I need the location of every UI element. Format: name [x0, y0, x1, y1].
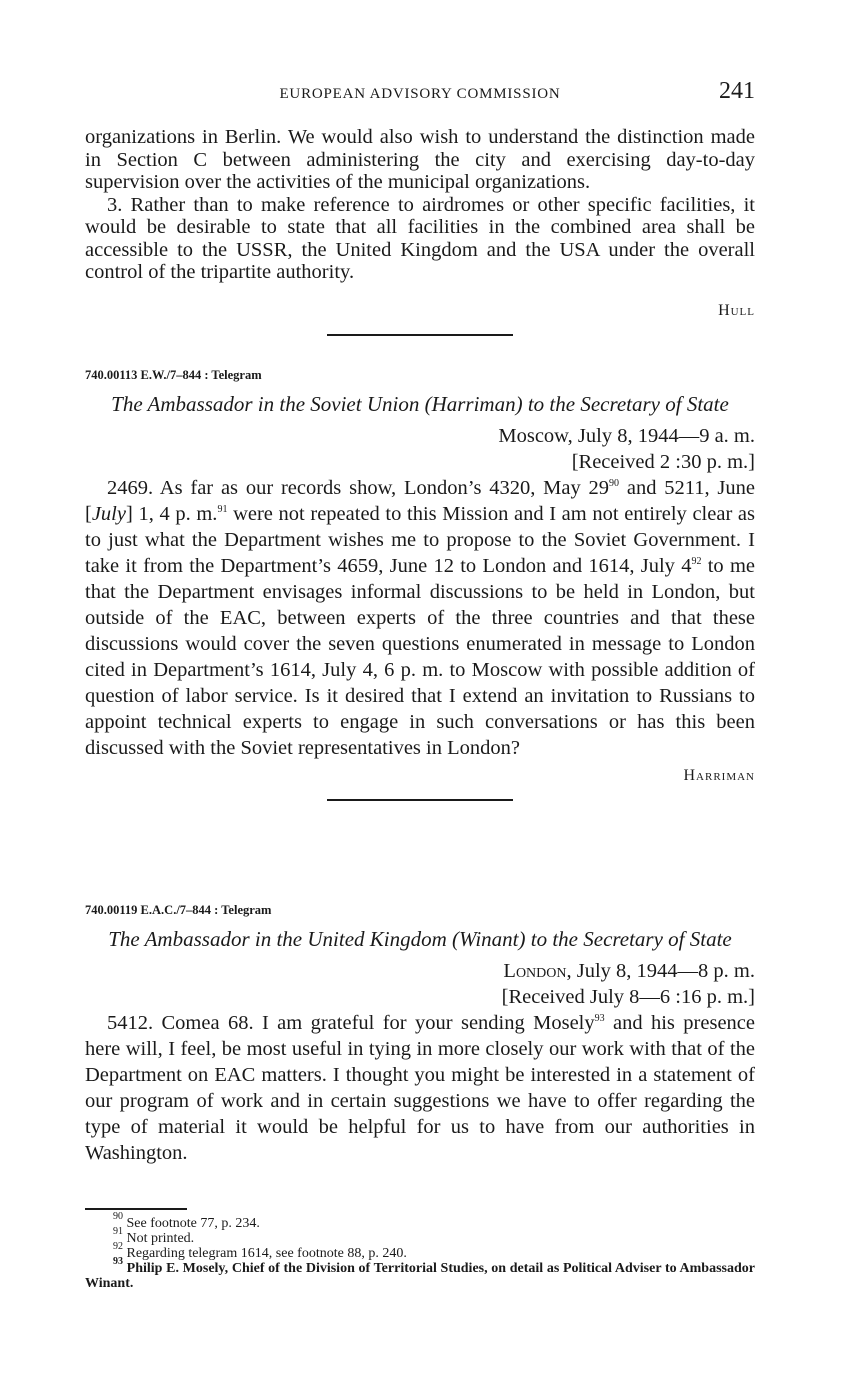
- continued-section: [85, 126, 755, 336]
- footnote-92: $^{92}$ Regarding telegram 1614, see footnote 88, p. 240.: [113, 1241, 407, 1261]
- document-heading: The Ambassador in the United Kingdom (Winant) to the Secretary of State: [108, 927, 732, 951]
- telegram-body: 5412. Comea 68. I am grateful for your sending Mosely$^{93}$ and his presence here will, I feel, be most useful in tying in more closely our work with that of the Department on EAC matters. I thought you might be interested in a statement of our program of work and in certain suggestions we have to offer regarding the type of material it would be helpful for us to have from our authorities in Washington.: [85, 1012, 755, 1164]
- signature-harriman: Harriman: [683, 767, 755, 784]
- footnote-ref-92[interactable]: 92: [691, 556, 702, 567]
- file-reference: 740.00119 E.A.C./7–844 : Telegram: [85, 903, 272, 917]
- date-line: London, July 8, 1944—8 p. m.: [503, 960, 755, 982]
- signature-hull: Hull: [718, 301, 755, 319]
- document-winant: [85, 903, 755, 1166]
- footnote-rule: [85, 1208, 187, 1210]
- telegram-body: 2469. As far as our records show, London’s 4320, May $29^{90}$ and 5211, June [July] 1, 4 p. m.$^{91}$ were not repeated to this Mission and I am not entirely clear as to just what the Department wishes me to propose to the Soviet Government. I take it from the Department’s 4659, June 12 to London and 1614, July $4^{92}$ to me that the Department envisages informal discussions to be held in London, but outside of the EAC, between experts of the three countries and that these discussions would cover the seven questions enumerated in message to London cited in Department’s 1614, July 4, 6 p. m. to Moscow with possible addition of question of labor service. Is it desired that I extend an invitation to Russians to appoint technical experts to engage in such conversations or has this been discussed with the Soviet representatives in London?: [85, 477, 756, 759]
- footnote-90: $^{90}$ See footnote 77, p. 234.: [113, 1211, 260, 1231]
- document-harriman: [85, 368, 755, 801]
- footnote-93: $^{93}$ Philip E. Mosely, Chief of the Division of Territorial Studies, on detail as Political Adviser to Ambassador Winant.: [85, 1256, 755, 1291]
- continued-paragraph: organizations in Berlin. We would also wish to understand the distinction made in Section C between administering the city and exercising day-to-day supervision over the activities of the municipal organizations.: [85, 126, 755, 193]
- footnote-ref-93[interactable]: 93: [594, 1013, 605, 1024]
- section-divider: [327, 334, 513, 336]
- received-line: [Received July 8—6 :16 p. m.]: [501, 986, 755, 1008]
- running-header: [85, 78, 755, 108]
- document-heading: The Ambassador in the Soviet Union (Harriman) to the Secretary of State: [111, 392, 729, 416]
- file-reference: 740.00113 E.W./7–844 : Telegram: [85, 368, 262, 382]
- point-3-paragraph: 3. Rather than to make reference to airdromes or other specific facilities, it would be desirable to state that all facilities in the combined area shall be accessible to the USSR, the United Kingdom and the USA under the overall control of the tripartite authority.: [85, 193, 755, 283]
- header-title: EUROPEAN ADVISORY COMMISSION: [279, 86, 561, 102]
- footnote-ref-91[interactable]: 91: [217, 504, 228, 515]
- footnote-91: $^{91}$ Not printed.: [113, 1226, 195, 1246]
- section-divider: [327, 799, 513, 801]
- page-number: 241: [719, 78, 755, 104]
- footnotes: [85, 1208, 755, 1291]
- footnote-ref-90[interactable]: 90: [609, 478, 620, 489]
- date-line: Moscow, July 8, 1944—9 a. m.: [498, 425, 755, 447]
- received-line: [Received 2 :30 p. m.]: [571, 451, 755, 473]
